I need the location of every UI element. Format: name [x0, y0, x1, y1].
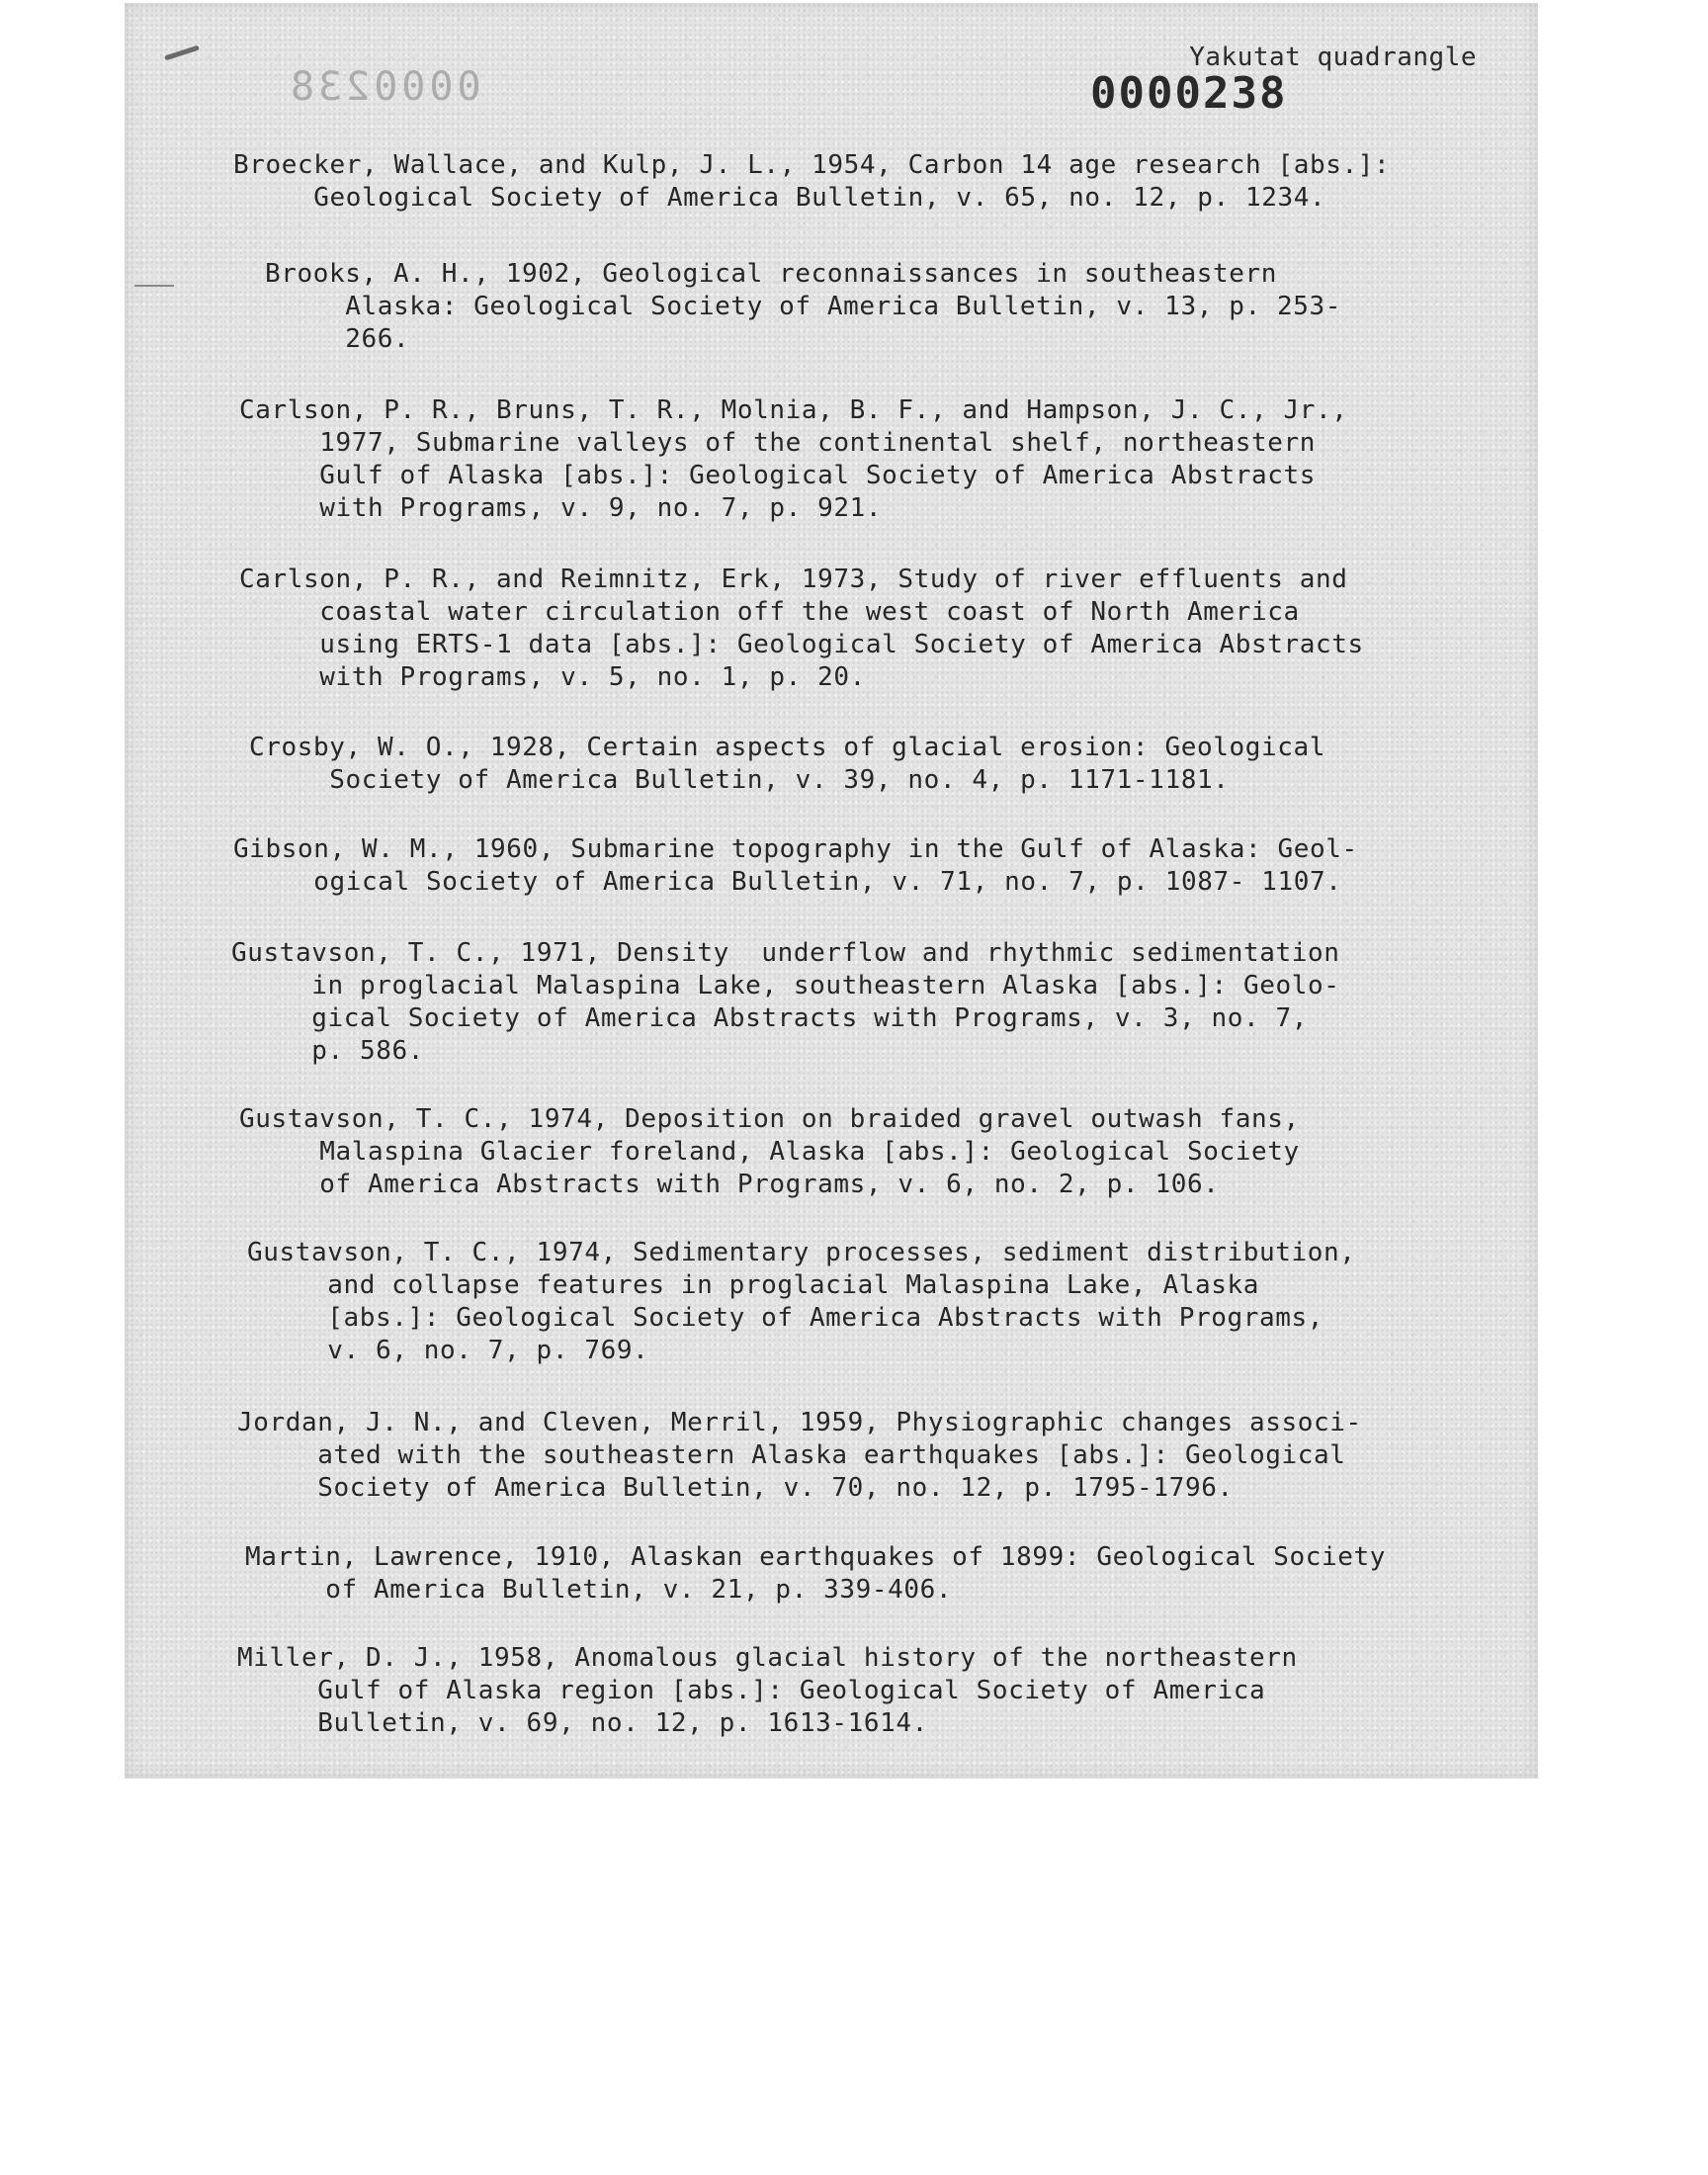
scanned-document: [125, 3, 1538, 1779]
reference-item: Jordan, J. N., and Cleven, Merril, 1959, Physiographic changes associ- ated with the southeastern Alaska earthquakes [abs.]: Geological Society of America Bulletin, v. 70, no. 12, p. 1795-1796.: [237, 1408, 1362, 1503]
reference-item: Gibson, W. M., 1960, Submarine topography in the Gulf of Alaska: Geol- ogical Society of America Bulletin, v. 71, no. 7, p. 1087- 1107.: [233, 834, 1358, 897]
reference-item: Gustavson, T. C., 1971, Density underflow and rhythmic sedimentation in proglacial Malaspina Lake, southeastern Alaska [abs.]: Geolo- gical Society of America Abstracts with Programs, v. 3, no. 7, p. 586.: [231, 938, 1340, 1066]
reference-item: Broecker, Wallace, and Kulp, J. L., 1954, Carbon 14 age research [abs.]: Geological Society of America Bulletin, v. 65, no. 12, p. 1234.: [233, 150, 1391, 213]
reference-item: Miller, D. J., 1958, Anomalous glacial history of the northeastern Gulf of Alaska region [abs.]: Geological Society of America Bulletin, v. 69, no. 12, p. 1613-1614.: [237, 1643, 1298, 1738]
reference-item: Brooks, A. H., 1902, Geological reconnaissances in southeastern Alaska: Geological Society of America Bulletin, v. 13, p. 253- 266.: [265, 259, 1341, 354]
reference-item: Carlson, P. R., and Reimnitz, Erk, 1973, Study of river effluents and coastal water circulation off the west coast of North America using ERTS-1 data [abs.]: Geological Society of America Abstracts with Programs, v. 5, no. 1, p. 20.: [239, 565, 1364, 692]
quadrangle-title: Yakutat quadrangle: [1189, 43, 1477, 72]
mirrored-stamp-number: 0000238: [287, 64, 481, 110]
document-number: 0000238: [1090, 68, 1288, 119]
reference-item: Martin, Lawrence, 1910, Alaskan earthquakes of 1899: Geological Society of America Bulletin, v. 21, p. 339-406.: [245, 1542, 1386, 1605]
reference-item: Gustavson, T. C., 1974, Sedimentary processes, sediment distribution, and collapse features in proglacial Malaspina Lake, Alaska [abs.]: Geological Society of America Abstracts with Programs, v. 6, no. 7, p. 769.: [247, 1238, 1356, 1365]
reference-list: [125, 3, 1538, 1779]
reference-item: Carlson, P. R., Bruns, T. R., Molnia, B. F., and Hampson, J. C., Jr., 1977, Submarine valleys of the continental shelf, northeastern Gulf of Alaska [abs.]: Geological Society of America Abstracts with Programs, v. 9, no. 7, p. 921.: [239, 395, 1348, 523]
reference-item: Gustavson, T. C., 1974, Deposition on braided gravel outwash fans, Malaspina Glacier foreland, Alaska [abs.]: Geological Society of America Abstracts with Programs, v. 6, no. 2, p. 106.: [239, 1104, 1300, 1199]
reference-item: Crosby, W. O., 1928, Certain aspects of glacial erosion: Geological Society of America Bulletin, v. 39, no. 4, p. 1171-1181.: [249, 733, 1325, 795]
blank-margin: [0, 1811, 1708, 2175]
